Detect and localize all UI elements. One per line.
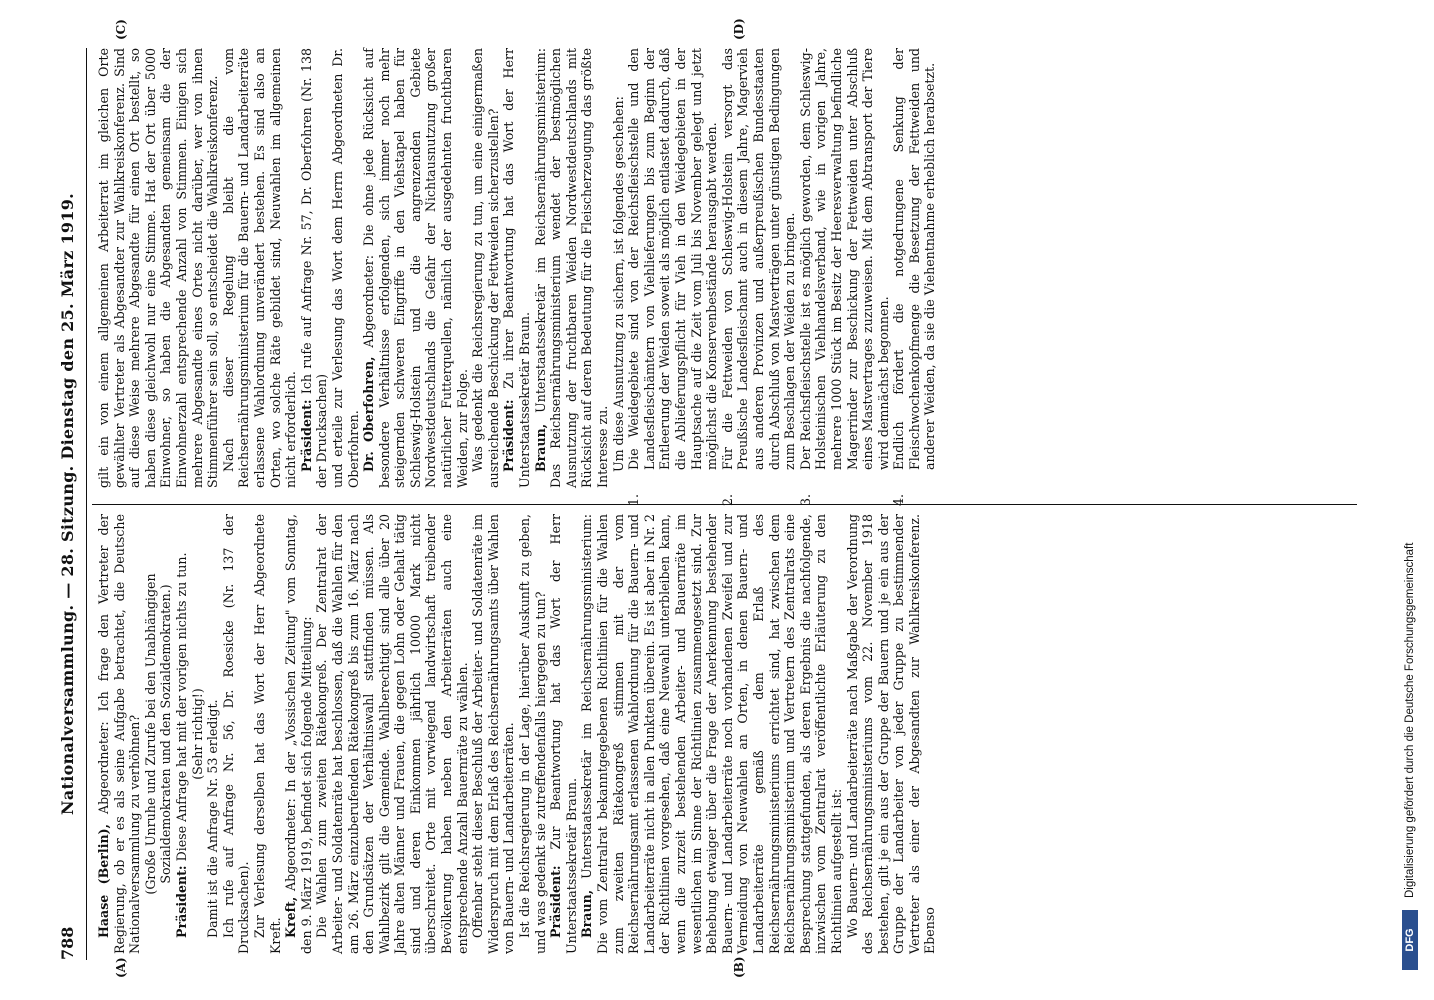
paragraph-text: Abgeordneter: Die ohne jede Rücksicht auf besondere Verhältnisse erfolgenden, sich immer noch mehr steigernden schweren Eingriffe in den Viehstapel haben für Schleswig-Holstein und die angrenzenden Gebiete Nordwestdeutschlands die Gefahr der Nichtausnutzung großer natürlicher Futterquellen, nämlich der ausgedehnten fruchtbaren Weiden, zur Folge.: [361, 48, 470, 488]
list-text: Endlich fördert die notgedrungene Senkung der Fleischwochenkopfmenge die Besetzung der Fettweiden und anderer Weiden, da sie die Viehentnahme erheblich herabsetzt.: [891, 48, 938, 470]
interjection: (Große Unruhe und Zurufe bei den Unabhängigen Sozialdemokraten und den Sozialdemokraten.): [142, 573, 174, 895]
right-column: [96, 48, 1356, 506]
paragraph: [174, 514, 190, 954]
paragraph-text: Zur Beantwortung hat das Wort der Herr Unterstaatssekretär Braun.: [548, 514, 579, 954]
running-header: [52, 48, 84, 960]
paragraph-text: Damit ist die Anfrage Nr. 53 erledigt.: [205, 699, 221, 938]
list-number: 4.: [891, 493, 907, 506]
speaker-name: Haase (Berlin),: [96, 824, 111, 938]
paragraph-text: Was gedenkt die Reichsregierung zu tun, um eine einigermaßen ausreichende Beschickung der Fettweiden sicherzustellen?: [470, 48, 501, 488]
dfg-logo: DFG: [1402, 910, 1418, 970]
page-title: Nationalversammlung. — 28. Sitzung. Dienstag den 25. März 1919.: [58, 192, 77, 816]
paragraph: [548, 514, 579, 954]
paragraph-text: Zu ihrer Beantwortung hat das Wort der Herr Unterstaatssekretär Braun.: [501, 48, 533, 488]
speaker-name: Präsident:: [173, 865, 189, 938]
paragraph-text: gilt ein von einem allgemeinen Arbeiterrat im gleichen Orte gewählter Vertreter als Abgesandter zur Wahlkreiskonferenz. Sind auf diese Weise mehrere Abgesandte für einen Ort bestellt, so haben diese gleichwohl nur eine Stimme. Hat der Ort über 5000 Einwohner, so haben die Abgesandten gemeinsam die der Einwohnerzahl entsprechende Anzahl von Stimmen. Einigen sich mehrere Abgesandte eines Ortes nicht darüber, wer von ihnen Stimmenführer sein soll, so entscheidet die Wahlkreiskonferenz.: [96, 48, 221, 488]
list-item: [797, 48, 892, 506]
list-number: 2.: [719, 493, 735, 506]
list-text: Die Weidegebiete sind von der Reichsfleischstelle und den Landesfleischämtern von Viehlieferungen bis zum Beginn der Entleerung der Weiden soweit als möglich entlastet dadurch, daß die Ablieferungspflicht für Vieh in den Weidegebieten in der Hauptsache auf die Zeit vom Juli bis November gelegt und jetzt möglichst die Konservenbestände herausgabt werden.: [626, 48, 720, 470]
margin-marker-a: (A): [114, 957, 128, 978]
paragraph-text: und erteile zur Verlesung das Wort dem Herrn Abgeordneten Dr. Oberfohren.: [329, 48, 361, 488]
paragraph: [533, 48, 611, 488]
paragraph: [96, 514, 143, 954]
paragraph: [361, 48, 470, 488]
paragraph-text: Die Wahlen zum zweiten Rätekongreß. Der Zentralrat der Arbeiter- und Soldatenräte hat beschlossen, daß die Wahlen für den am 26. März einzuberufenden Rätekongreß bis zum 16. März nach den Grundsätzen der Verhältniswahl stattfinden müssen. Als Wahlbezirk gilt die Gemeinde. Wahlberechtigt sind alle über 20 Jahre alten Männer und Frauen, die gegen Lohn oder Gehalt tätig sind und deren Einkommen jährlich 10000 Mark nicht überschreitet. Orte mit vorwiegend landwirtschaft treibender Bevölkerung haben neben den Arbeiterräten auch eine entsprechende Anzahl Bauernräte zu wählen.: [314, 514, 470, 954]
list-text: Der Reichsfleischstelle ist es möglich geworden, dem Schleswig-Holsteinischen Viehhandelsverband, wie in vorigen Jahre, mehrere 1000 Stück im Besitz der Heeresverwaltung befindliche Magerrinder zur Beschickung der Fettweiden unter Abschluß eines Mastvertrages zuzuweisen. Mit dem Abtransport der Tiere wird demnächst begonnen.: [797, 48, 891, 470]
speaker-name: Präsident:: [501, 399, 517, 472]
speaker-name: Kreft,: [283, 896, 299, 938]
speaker-name: Braun,: [579, 889, 595, 938]
paragraph-text: Diese Anfrage hat mit der vorigen nichts zu tun.: [173, 552, 189, 862]
paragraph-text: Ich rufe auf Anfrage Nr. 56, Dr. Roesicke (Nr. 137 der Drucksachen).: [220, 514, 252, 954]
list-item: [891, 48, 938, 506]
speaker-name: Präsident:: [298, 399, 314, 472]
paragraph: [299, 48, 330, 488]
list-item: [719, 48, 798, 506]
paragraph: [501, 48, 532, 488]
credit-text: Digitalisierung gefördert durch die Deutsche Forschungsgemeinschaft: [1404, 542, 1416, 898]
paragraph-text: Um diese Ausnutzung zu sichern, ist folgendes geschehen:: [610, 96, 626, 472]
margin-marker-c: (C): [114, 19, 128, 40]
paragraph: [283, 514, 314, 954]
paragraph-text: Nach dieser Regelung bleibt die vom Reichsernährungsministerium für die Bauern- und Landarbeiterräte erlassene Wahlordnung unverändert bestehen. Es sind also an Orten, wo solche Räte gebildet sind, Neuwahlen im allgemeinen nicht erforderlich.: [220, 48, 299, 488]
paragraph-text: Ist die Reichsregierung in der Lage, hierüber Auskunft zu geben, und was gedenkt sie zutreffendenfalls hiergegen zu tun?: [517, 514, 548, 954]
digitization-credit: [1386, 0, 1434, 1000]
list-text: Für die Fettweiden von Schleswig-Holstein versorgt das Preußische Landesfleischamt auch in diesem Jahre, Magervieh aus anderen Provinzen und außerpreußischen Bundesstaaten durch Abschluß von Mastverträgen unter günstigen Bedingungen zum Beschlagen der Weiden zu bringen.: [719, 48, 798, 470]
paragraph-text: Ich rufe auf Anfrage Nr. 57, Dr. Oberfohren (Nr. 138 der Drucksachen): [298, 48, 330, 488]
list-number: 3.: [797, 493, 813, 506]
paragraph-text: Unterstaatssekretär im Reichsernährungsministerium: Das Reichsernährungsministerium wendet der bestmöglichen Ausnutzung der fruchtbaren Weiden Nordwestdeutschlands mit Rücksicht auf deren Bedeutung für die Fleischerzeugung das größte Interesse zu.: [532, 48, 610, 488]
paragraph-text: Offenbar steht dieser Beschluß der Arbeiter- und Soldatenräte im Widerspruch mit dem Erlaß des Reichsernährungsamts über Wahlen von Bauern- und Landarbeiterräten.: [470, 514, 517, 954]
paragraph-text: Abgeordneter: Ich frage den Vertreter der Regierung, ob er es als seine Aufgabe betrachtet, die Deutsche Nationalversammlung zu verhöhnen?: [96, 514, 143, 954]
margin-marker-b: (B): [732, 956, 746, 978]
list-number: 1.: [626, 493, 642, 506]
margin-marker-d: (D): [732, 18, 746, 40]
speaker-name: Braun,: [532, 423, 548, 472]
credit-bar: [1396, 10, 1434, 970]
paragraph: [579, 514, 844, 954]
paragraph-text: Wo Bauern- und Landarbeiterräte nach Maßgabe der Verordnung des Reichsernährungsministeriums vom 22. November 1918 bestehen, gilt je ein aus der Gruppe der Bauern und je ein aus der Gruppe der Landarbeiter von jeder Gruppe zu bestimmender Vertreter als einer der Abgesandten zur Wahlkreiskonferenz. Ebenso: [844, 514, 938, 954]
left-column: [96, 514, 1356, 954]
paragraph-text: Zur Verlesung derselben hat das Wort der Herr Abgeordnete Kreft.: [251, 514, 283, 954]
page-number: 788: [58, 926, 77, 960]
paragraph-text: Abgeordneter: In der „Vossischen Zeitung" vom Sonntag, den 9. März 1919, befindet sich folgende Mitteilung:: [283, 514, 314, 954]
speaker-name: Dr. Oberfohren,: [361, 356, 377, 472]
speaker-name: Präsident:: [548, 865, 564, 938]
header-rule: [86, 48, 87, 960]
interjection: (Sehr richtig!): [189, 688, 205, 780]
list-item: [626, 48, 720, 506]
paragraph-text: Unterstaatssekretär im Reichsernährungsministerium: Die vom Zentralrat bekanntgegebenen Richtlinien für die Wahlen zum zweiten Rätekongreß stimmen mit der vom Reichsernährungsamt erlassenen Wahlordnung für die Bauern- und Landarbeiterräte nicht in allen Punkten überein. Es ist aber in Nr. 2 der Richtlinien vorgesehen, daß eine Neuwahl unterbleiben kann, wenn die zurzeit bestehenden Arbeiter- und Bauernräte im wesentlichen im Sinne der Richtlinien zusammengesetzt sind. Zur Behebung etwaiger über die Frage der Anerkennung bestehender Bauern- und Landarbeiterräte noch vorhandenen Zweifel und zur Vermeidung von Neuwahlen an Orten, in denen Bauern- und Landarbeiterräte gemäß dem Erlaß des Reichsernährungsministeriums errichtet sind, hat zwischen dem Reichsernährungsministerium und Vertretern des Zentralrats eine Besprechung stattgefunden, als deren Ergebnis die nachfolgende, inzwischen vom Zentralrat veröffentlichte Erläuterung zu den Richtlinien aufgestellt ist:: [579, 514, 844, 954]
